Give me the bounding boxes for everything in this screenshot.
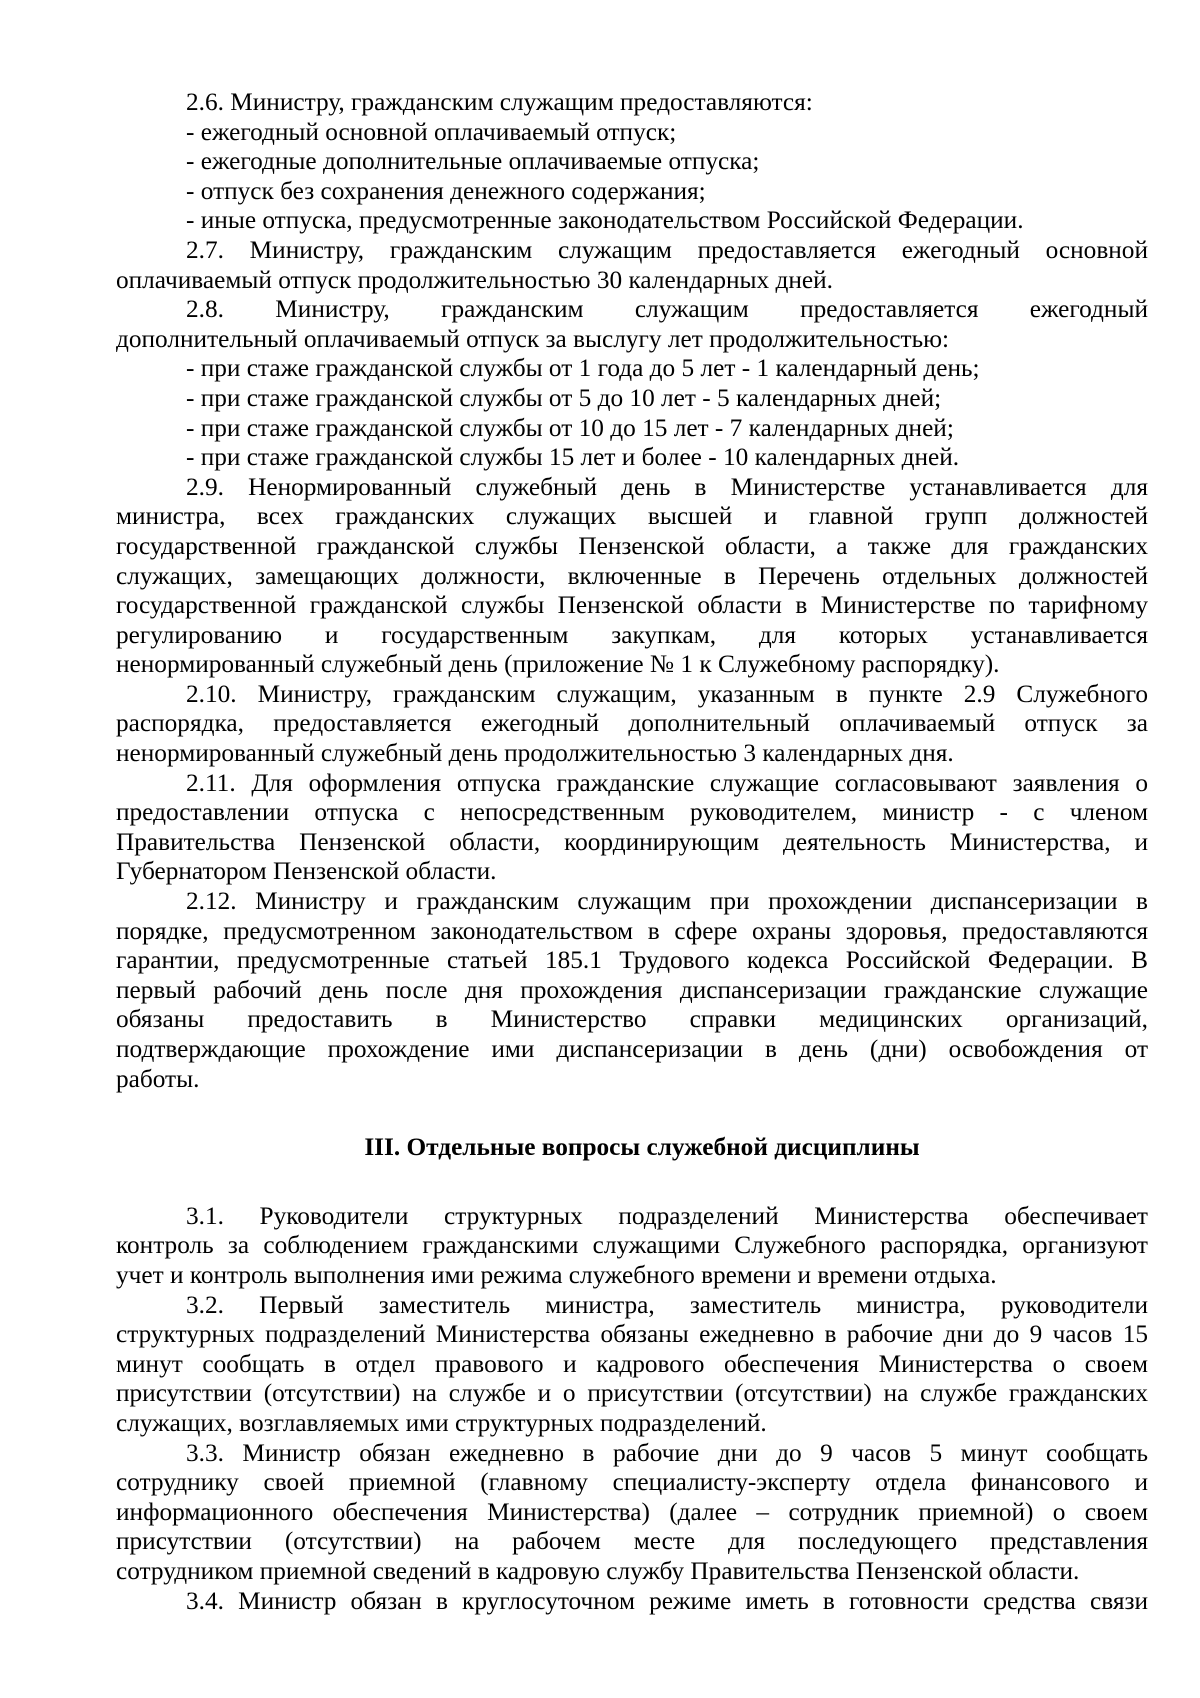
text-line: 2.8. Министру, гражданским служащим предоставляется ежегодный <box>186 295 1148 324</box>
text-line: 2.11. Для оформления отпуска гражданские служащие согласовывают заявления о <box>186 768 1148 797</box>
paragraph-2-6 <box>116 88 1148 236</box>
text-line: оплачиваемый отпуск продолжительностью 30 календарных дней. <box>116 265 833 294</box>
paragraph-2-9 <box>116 473 1148 680</box>
text-line: государственной гражданской службы Пензенской области, а также для гражданских <box>116 531 1148 560</box>
text-line: работы. <box>116 1064 200 1093</box>
paragraph-3-1 <box>116 1202 1148 1291</box>
text-line: 2.9. Ненормированный служебный день в Министерстве устанавливается для <box>186 472 1148 501</box>
text-line: государственной гражданской службы Пензенской области в Министерстве по тарифному <box>116 591 1148 620</box>
text-line: первый рабочий день после дня прохождения диспансеризации гражданские служащие <box>116 975 1148 1004</box>
text-line: дополнительный оплачиваемый отпуск за выслугу лет продолжительностью: <box>116 324 950 353</box>
text-line: - при стаже гражданской службы от 10 до 15 лет - 7 календарных дней; <box>186 413 954 442</box>
text-line: 2.7. Министру, гражданским служащим предоставляется ежегодный основной <box>186 235 1148 264</box>
paragraph-3-2 <box>116 1291 1148 1439</box>
text-line: минут сообщать в отдел правового и кадрового обеспечения Министерства о своем <box>116 1349 1148 1378</box>
section-heading: III. Отдельные вопросы служебной дисциплины <box>364 1133 920 1162</box>
paragraph-2-7 <box>116 236 1148 295</box>
text-line: 2.12. Министру и гражданским служащим при прохождении диспансеризации в <box>186 887 1148 916</box>
text-line: Правительства Пензенской области, координирующим деятельность Министерства, и <box>116 827 1148 856</box>
text-line: порядке, предусмотренном законодательством в сфере охраны здоровья, предоставляются <box>116 916 1148 945</box>
text-line: служащих, замещающих должности, включенные в Перечень отдельных должностей <box>116 561 1148 590</box>
text-line: гарантии, предусмотренные статьей 185.1 Трудового кодекса Российской Федерации. В <box>116 946 1148 975</box>
paragraph-3-4 <box>116 1587 1148 1617</box>
text-line: - при стаже гражданской службы от 5 до 10 лет - 5 календарных дней; <box>186 383 942 412</box>
text-line: министра, всех гражданских служащих высшей и главной групп должностей <box>116 502 1148 531</box>
text-line: Губернатором Пензенской области. <box>116 857 497 886</box>
text-line: присутствии (отсутствии) на службе и о присутствии (отсутствии) на службе гражданских <box>116 1379 1148 1408</box>
text-line: - при стаже гражданской службы от 1 года до 5 лет - 1 календарный день; <box>186 354 980 383</box>
text-line: служащих, возглавляемых ими структурных подразделений. <box>116 1408 767 1437</box>
text-line: 3.2. Первый заместитель министра, заместитель министра, руководители <box>186 1290 1148 1319</box>
text-line: сотрудником приемной сведений в кадровую службу Правительства Пензенской области. <box>116 1556 1080 1585</box>
text-line: регулированию и государственным закупкам, для которых устанавливается <box>116 620 1148 649</box>
text-line: - ежегодный основной оплачиваемый отпуск; <box>186 117 677 146</box>
text-line: обязаны предоставить в Министерство справки медицинских организаций, <box>116 1005 1148 1034</box>
text-line: 3.3. Министр обязан ежедневно в рабочие дни до 9 часов 5 минут сообщать <box>186 1438 1148 1467</box>
text-line: учет и контроль выполнения ими режима служебного времени и времени отдыха. <box>116 1260 997 1289</box>
paragraph-2-8 <box>116 295 1148 473</box>
document-body <box>116 88 1148 1616</box>
text-line: 2.6. Министру, гражданским служащим предоставляются: <box>186 88 813 116</box>
text-line: информационного обеспечения Министерства) (далее – сотрудник приемной) о своем <box>116 1497 1148 1526</box>
text-line: сотруднику своей приемной (главному специалисту-эксперту отдела финансового и <box>116 1468 1148 1497</box>
text-line: - ежегодные дополнительные оплачиваемые отпуска; <box>186 147 760 176</box>
paragraph-2-11 <box>116 769 1148 887</box>
text-line: подтверждающие прохождение ими диспансеризации в день (дни) освобождения от <box>116 1035 1148 1063</box>
text-line: предоставлении отпуска с непосредственным руководителем, министр - с членом <box>116 798 1148 827</box>
text-line: распорядка, предоставляется ежегодный дополнительный оплачиваемый отпуск за <box>116 709 1148 738</box>
paragraph-2-10 <box>116 680 1148 769</box>
text-line: 2.10. Министру, гражданским служащим, указанным в пункте 2.9 Служебного <box>186 679 1148 708</box>
paragraph-3-3 <box>116 1439 1148 1587</box>
text-line: - иные отпуска, предусмотренные законодательством Российской Федерации. <box>186 206 1024 235</box>
text-line: - при стаже гражданской службы 15 лет и более - 10 календарных дней. <box>186 443 960 472</box>
text-line: - отпуск без сохранения денежного содержания; <box>186 176 706 205</box>
paragraph-2-12 <box>116 887 1148 1094</box>
text-line: 3.1. Руководители структурных подразделений Министерства обеспечивает <box>186 1201 1148 1230</box>
text-line: структурных подразделений Министерства обязаны ежедневно в рабочие дни до 9 часов 15 <box>116 1320 1148 1349</box>
text-line: ненормированный служебный день продолжительностью 3 календарных дня. <box>116 739 954 768</box>
text-line: ненормированный служебный день (приложение № 1 к Служебному распорядку). <box>116 650 1000 679</box>
text-line: 3.4. Министр обязан в круглосуточном режиме иметь в готовности средства связи <box>186 1586 1148 1615</box>
text-line: присутствии (отсутствии) на рабочем месте для последующего представления <box>116 1527 1148 1556</box>
text-line: контроль за соблюдением гражданскими служащими Служебного распорядка, организуют <box>116 1231 1148 1260</box>
